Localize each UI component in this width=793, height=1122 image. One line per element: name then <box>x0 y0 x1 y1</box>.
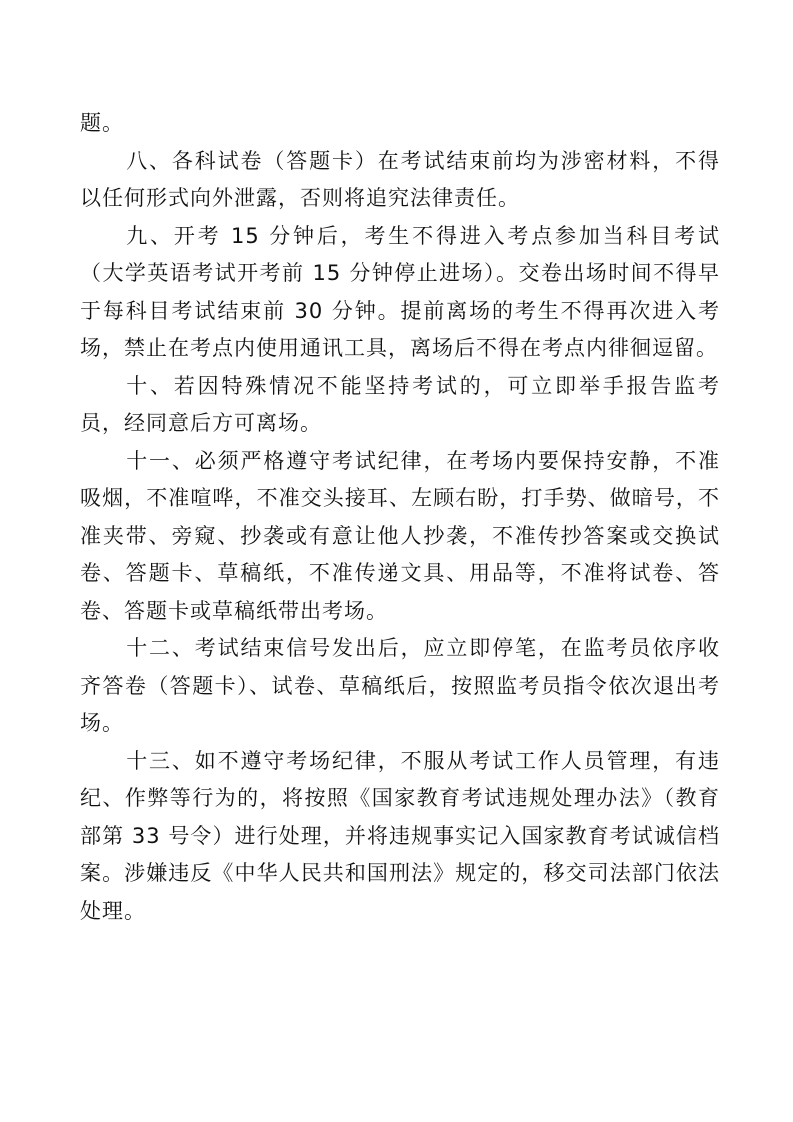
paragraph-continuation: 题。 <box>80 111 124 135</box>
paragraph-rule-10: 十、若因特殊情况不能坚持考试的，可立即举手报告监考员，经同意后方可离场。 <box>80 373 720 435</box>
paragraph-rule-9: 九、开考 15 分钟后，考生不得进入考点参加当科目考试（大学英语考试开考前 15 分钟停止进场）。交卷出场时间不得早于每科目考试结束前 30 分钟。提前离场的考生不得再次进入考场，禁止在考点内使用通讯工具，离场后不得在考点内徘徊逗留。 <box>80 223 720 360</box>
paragraph-rule-12: 十二、考试结束信号发出后，应立即停笔，在监考员依序收齐答卷（答题卡）、试卷、草稿纸后，按照监考员指令依次退出考场。 <box>80 636 720 735</box>
paragraph-rule-11: 十一、必须严格遵守考试纪律，在考场内要保持安静，不准吸烟，不准喧哗，不准交头接耳、左顾右盼，打手势、做暗号，不准夹带、旁窥、抄袭或有意让他人抄袭，不准传抄答案或交换试卷、答题卡、草稿纸，不准传递文具、用品等，不准将试卷、答卷、答题卡或草稿纸带出考场。 <box>80 448 720 623</box>
paragraph-rule-8: 八、各科试卷（答题卡）在考试结束前均为涉密材料，不得以任何形式向外泄露，否则将追究法律责任。 <box>80 148 720 210</box>
paragraph-rule-13: 十三、如不遵守考场纪律，不服从考试工作人员管理，有违纪、作弊等行为的，将按照《国家教育考试违规处理办法》（教育部第 33 号令）进行处理，并将违规事实记入国家教育考试诚信档案。涉嫌违反《中华人民共和国刑法》规定的，移交司法部门依法处理。 <box>80 748 720 923</box>
document-body <box>80 105 720 930</box>
